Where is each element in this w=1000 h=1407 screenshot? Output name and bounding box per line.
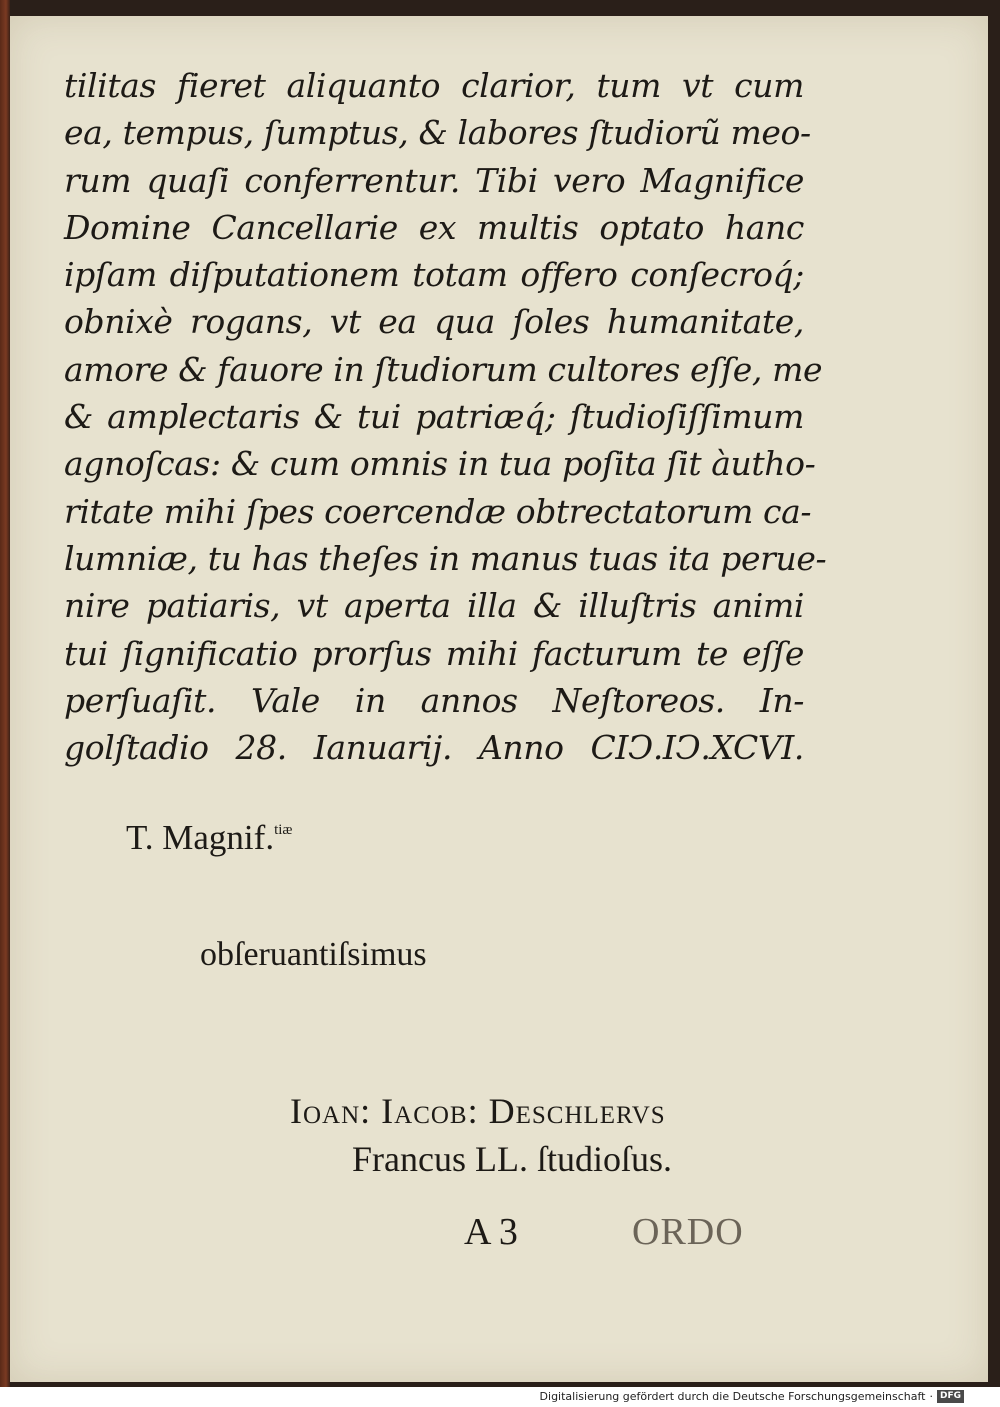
catchword: ORDO (632, 1211, 744, 1253)
text-line: rum quaſi conferrentur. Tibi vero Magnifice (64, 160, 804, 200)
printer-signature-mark: A 3 (464, 1211, 518, 1253)
text-line: ritate mihi ſpes coercendæ obtrectatorum ca- (64, 491, 812, 531)
closing-formula: obſeruantiſsimus (200, 936, 427, 973)
salutation-text: T. Magnif. (126, 818, 275, 857)
text-line: & amplectaris & tui patriæq́; ſtudioſiſſimum (64, 397, 804, 437)
text-line: ea, tempus, ſumptus, & labores ſtudiorũ meo- (64, 113, 811, 153)
text-line: tui ſignificatio prorſus mihi facturum te eſſe (64, 633, 804, 673)
body-text (64, 62, 827, 771)
text-line: ipſam diſputationem totam offero conſecroq́; (64, 255, 804, 295)
salutation (126, 818, 292, 858)
text-line: Domine Cancellarie ex multis optato hanc (64, 207, 804, 247)
text-line: obnixè rogans, vt ea qua ſoles humanitate, (64, 302, 804, 342)
footer-separator: · (929, 1389, 933, 1403)
text-line: lumniæ, tu has theſes in manus tuas ita perue- (64, 538, 827, 578)
text-line: perſuaſit. Vale in annos Neſtoreos. In- (64, 680, 804, 720)
text-line: amore & fauore in ſtudiorum cultores eſſe, me (64, 349, 823, 389)
dfg-logo-icon: DFG (937, 1390, 964, 1403)
book-binding-edge (0, 0, 10, 1387)
text-line: nire patiaris, vt aperta illa & illuſtris animi (64, 586, 804, 626)
text-line: tilitas fieret aliquanto clarior, tum vt cum (64, 66, 804, 105)
text-line: agnoſcas: & cum omnis in tua poſita ſit àutho- (64, 444, 816, 484)
text-line: golſtadio 28. Ianuarij. Anno CIↃ.IↃ.XCVI. (64, 728, 804, 768)
footer-text: Digitalisierung gefördert durch die Deutsche Forschungsgemeinschaft (539, 1389, 926, 1403)
signature-name: Ioan: Iacob: Deschlervs (290, 1091, 666, 1131)
signature-description: Francus LL. ſtudioſus. (352, 1139, 672, 1179)
digitization-footer (540, 1387, 964, 1405)
salutation-superscript: tiæ (274, 822, 293, 838)
